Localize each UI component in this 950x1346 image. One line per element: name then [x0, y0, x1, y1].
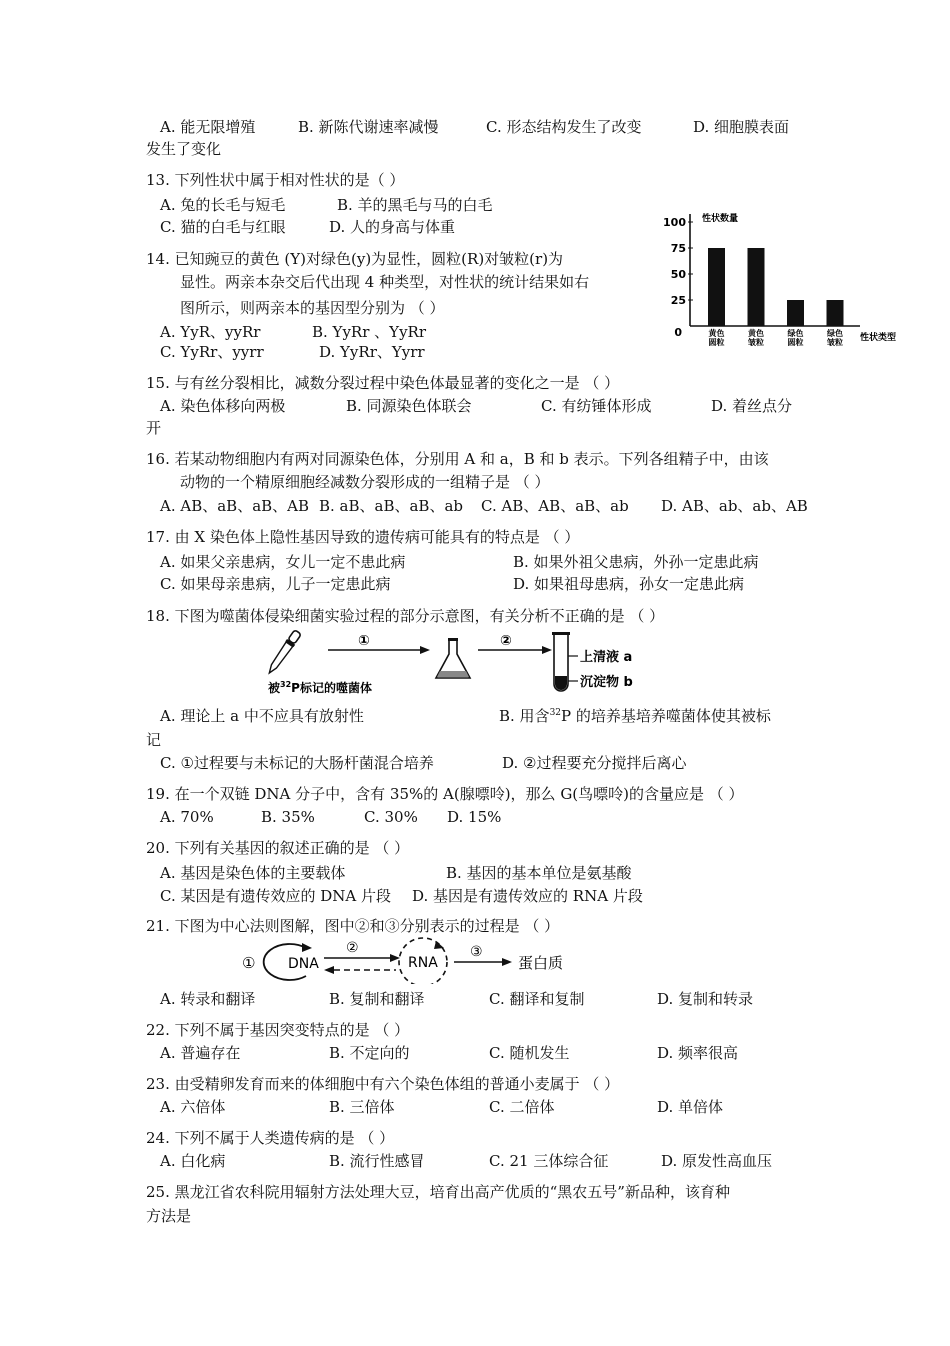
rna-label: RNA — [408, 955, 438, 971]
q14-stem-line1: 14. 已知豌豆的黄色 (Y)对绿色(y)为显性，圆粒(R)对皱粒(r)为 — [146, 250, 564, 268]
q20-option-a: A. 基因是染色体的主要载体 — [160, 864, 346, 882]
q19-option-d: D. 15% — [447, 808, 502, 826]
q21-option-a: A. 转录和翻译 — [160, 990, 256, 1008]
q18-option-continuation: 记 — [146, 731, 162, 749]
chart-category-label: 黄色 — [748, 329, 764, 338]
q16-option-b: B. aB、aB、aB、ab — [319, 497, 464, 515]
step-1-label: ① — [358, 633, 370, 649]
protein-label: 蛋白质 — [518, 954, 564, 972]
chart-ytick-label: 50 — [670, 268, 686, 281]
q14-stem-line2: 显性。两亲本杂交后代出现 4 种类型，对性状的统计结果如右 — [180, 273, 590, 291]
q20-option-c: C. 某因是有遗传效应的 DNA 片段 — [160, 887, 391, 905]
step-2-label: ② — [500, 633, 512, 649]
chart-category-label: 绿色 — [787, 329, 804, 338]
phage-experiment-diagram — [260, 626, 680, 698]
q21-stem: 21. 下图为中心法则图解，图中②和③分别表示的过程是 （ ） — [146, 917, 560, 935]
q15-option-b: B. 同源染色体联会 — [346, 397, 472, 415]
chart-category-label: 黄色 — [708, 329, 725, 338]
q22-option-d: D. 频率很高 — [657, 1044, 739, 1062]
chart-ytick-label: 25 — [670, 294, 686, 307]
q24-option-b: B. 流行性感冒 — [329, 1152, 425, 1170]
q16-option-a: A. AB、aB、aB、AB — [160, 497, 310, 515]
q14-option-b: B. YyRr 、YyRr — [312, 323, 427, 341]
trait-bar-chart — [660, 198, 900, 358]
q12-option-b: B. 新陈代谢速率减慢 — [298, 118, 439, 136]
chart-bar — [708, 248, 725, 326]
q15-option-a: A. 染色体移向两极 — [160, 397, 286, 415]
q15-stem: 15. 与有丝分裂相比，减数分裂过程中染色体最显著的变化之一是 （ ） — [146, 374, 620, 392]
q23-option-a: A. 六倍体 — [160, 1098, 226, 1116]
q17-option-d: D. 如果祖母患病，孙女一定患此病 — [513, 575, 745, 593]
q17-option-b: B. 如果外祖父患病，外孙一定患此病 — [513, 553, 759, 571]
q18-option-b: B. 用含$^{32}$P 的培养基培养噬菌体使其被标 — [499, 707, 771, 725]
q17-option-c: C. 如果母亲患病，儿子一定患此病 — [160, 575, 391, 593]
q13-option-c: C. 猫的白毛与红眼 — [160, 218, 286, 236]
q12-option-a: A. 能无限增殖 — [160, 118, 256, 136]
q22-option-c: C. 随机发生 — [489, 1044, 570, 1062]
q19-option-b: B. 35% — [261, 808, 315, 826]
chart-bars — [708, 248, 844, 326]
dropper-icon — [265, 629, 302, 676]
q17-stem: 17. 由 X 染色体上隐性基因导致的遗传病可能具有的特点是 （ ） — [146, 528, 580, 546]
q15-option-continuation: 开 — [146, 419, 162, 437]
chart-bar — [748, 248, 765, 326]
q13-option-a: A. 兔的长毛与短毛 — [160, 196, 286, 214]
chart-category-label: 圆粒 — [708, 338, 725, 347]
q23-option-d: D. 单倍体 — [657, 1098, 724, 1116]
q19-stem: 19. 在一个双链 DNA 分子中，含有 35%的 A(腺嘌呤)，那么 G(鸟嘌呤)的含量应是 （ ） — [146, 785, 744, 803]
central-dogma-diagram — [240, 936, 580, 984]
chart-category-label: 皱粒 — [827, 338, 843, 347]
q24-option-c: C. 21 三体综合征 — [489, 1152, 609, 1170]
q15-option-d: D. 着丝点分 — [711, 397, 793, 415]
chart-ylabel: 性状数量 — [702, 214, 739, 224]
q19-option-c: C. 30% — [364, 808, 418, 826]
q24-stem: 24. 下列不属于人类遗传病的是 （ ） — [146, 1129, 395, 1147]
q13-option-b: B. 羊的黑毛与马的白毛 — [337, 196, 493, 214]
q20-stem: 20. 下列有关基因的叙述正确的是 （ ） — [146, 839, 410, 857]
q23-option-c: C. 二倍体 — [489, 1098, 555, 1116]
q20-option-d: D. 基因是有遗传效应的 RNA 片段 — [412, 887, 643, 905]
q20-option-b: B. 基因的基本单位是氨基酸 — [446, 864, 632, 882]
q25-stem-line1: 25. 黑龙江省农科院用辐射方法处理大豆，培育出高产优质的“黑农五号”新品种，该育种 — [146, 1183, 730, 1201]
q24-option-a: A. 白化病 — [160, 1152, 226, 1170]
q16-option-d: D. AB、ab、ab、AB — [661, 497, 808, 515]
q18-stem: 18. 下图为噬菌体侵染细菌实验过程的部分示意图，有关分析不正确的是 （ ） — [146, 607, 665, 625]
q14-option-a: A. YyR、yyRr — [160, 323, 261, 341]
q14-option-c: C. YyRr、yyrr — [160, 343, 264, 361]
q12-option-d: D. 细胞膜表面 — [693, 118, 790, 136]
test-tube-icon — [552, 632, 578, 691]
chart-category-label: 圆粒 — [787, 338, 804, 347]
chart-bar — [787, 300, 804, 326]
q24-option-d: D. 原发性高血压 — [661, 1152, 773, 1170]
q17-option-a: A. 如果父亲患病，女儿一定不患此病 — [160, 553, 406, 571]
chart-bar — [827, 300, 844, 326]
q18-option-a: A. 理论上 a 中不应具有放射性 — [160, 707, 364, 725]
dna-label: DNA — [288, 956, 319, 972]
chart-category-label: 皱粒 — [748, 338, 764, 347]
q15-option-c: C. 有纺锤体形成 — [541, 397, 652, 415]
chart-xlabel: 性状类型 — [859, 333, 897, 343]
q25-stem-line2: 方法是 — [146, 1207, 192, 1225]
chart-origin-label: 0 — [674, 326, 682, 339]
q16-stem-line1: 16. 若某动物细胞内有两对同源染色体，分别用 A 和 a，B 和 b 表示。下列各组精子中，由该 — [146, 450, 769, 468]
q19-option-a: A. 70% — [160, 808, 214, 826]
q16-stem-line2: 动物的一个精原细胞经减数分裂形成的一组精子是 （ ） — [180, 473, 550, 491]
q12-option-continuation: 发生了变化 — [146, 140, 222, 158]
q22-option-b: B. 不定向的 — [329, 1044, 410, 1062]
chart-category-label: 绿色 — [827, 329, 843, 338]
q21-option-b: B. 复制和翻译 — [329, 990, 425, 1008]
flask-icon — [436, 638, 470, 678]
process-3-label: ③ — [470, 944, 483, 960]
supernatant-label: 上清液 a — [580, 650, 633, 665]
q22-stem: 22. 下列不属于基因突变特点的是 （ ） — [146, 1021, 410, 1039]
chart-ytick-label: 75 — [670, 242, 686, 255]
q13-stem: 13. 下列性状中属于相对性状的是（ ） — [146, 171, 405, 189]
chart-ytick-label: 100 — [663, 216, 686, 229]
q21-option-c: C. 翻译和复制 — [489, 990, 585, 1008]
q22-option-a: A. 普遍存在 — [160, 1044, 241, 1062]
labeled-phage-label: 被$^{32}$P标记的噬菌体 — [268, 680, 372, 695]
q16-option-c: C. AB、AB、aB、ab — [481, 497, 629, 515]
sediment-label: 沉淀物 b — [580, 675, 633, 690]
q14-option-d: D. YyRr、Yyrr — [319, 343, 425, 361]
q14-stem-line3: 图所示，则两亲本的基因型分别为 （ ） — [180, 299, 445, 317]
q23-stem: 23. 由受精卵发育而来的体细胞中有六个染色体组的普通小麦属于 （ ） — [146, 1075, 620, 1093]
q12-option-c: C. 形态结构发生了改变 — [486, 118, 642, 136]
q13-option-d: D. 人的身高与体重 — [329, 218, 456, 236]
q21-option-d: D. 复制和转录 — [657, 990, 754, 1008]
q23-option-b: B. 三倍体 — [329, 1098, 395, 1116]
q18-option-d: D. ②过程要充分搅拌后离心 — [502, 754, 687, 772]
process-2-label: ② — [346, 940, 359, 956]
process-1-label: ① — [242, 954, 256, 972]
q18-option-c: C. ①过程要与未标记的大肠杆菌混合培养 — [160, 754, 434, 772]
